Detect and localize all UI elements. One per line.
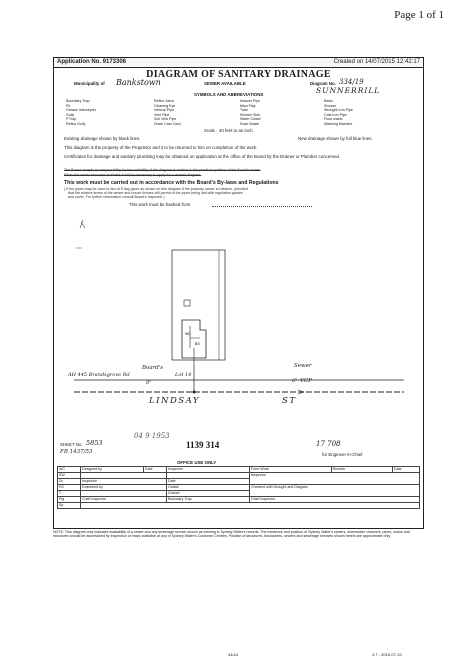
legend-item: P.Trap <box>66 117 77 122</box>
legend-item: Washing Machine <box>324 121 353 126</box>
sewer-label: Sewer <box>294 363 312 369</box>
site-plan <box>54 208 423 408</box>
legend-item: Gully <box>66 112 75 117</box>
svg-text:WC: WC <box>185 332 191 336</box>
sheet-no-value: 5853 <box>86 439 103 447</box>
legend-item: Reflux Valve <box>154 99 174 103</box>
office-use-heading: OFFICE USE ONLY <box>177 460 217 465</box>
pipe-size-8: 8" <box>146 380 152 386</box>
legend-item: Dock Waste <box>240 121 260 126</box>
diagram-no-value: 334/19 <box>339 78 364 86</box>
legend-item: Reflux Gully <box>66 121 86 126</box>
diagram-serial: 1139 314 <box>186 440 220 450</box>
legend-item: Boundary Trap <box>66 99 90 103</box>
fine-print-2: that the relative levels of the sewer and house fixtures will permit of the pipes being laid with regulation grades <box>68 191 243 195</box>
bottom-center-code: 44/44 <box>228 652 239 657</box>
boundary-trap-label: Boundary Trap <box>167 497 250 503</box>
municipality-label: Municipality of <box>74 81 105 86</box>
legend-item: Pit <box>66 103 71 108</box>
application-number: Application No. 9173306 <box>57 59 127 65</box>
inspector-cell: Inspector <box>81 479 167 485</box>
legend-item: Grease Interceptor <box>66 108 96 113</box>
outfall-label: Outfall <box>167 485 250 491</box>
pipe-size-6: 6" <box>292 378 298 384</box>
legend-item: Shower <box>324 103 337 108</box>
office-row-label: T <box>58 491 81 497</box>
legend-item: Soil Vent Pipe <box>154 117 177 122</box>
hashed-from-line <box>212 206 312 207</box>
designed-by: Designed by <box>81 467 144 473</box>
office-row-label: WC <box>58 467 81 473</box>
office-row-label: SW <box>58 473 81 479</box>
certificates-note: Certificates for drainage and sanitary plumbing may be obtained on application at the office of the Board by the Drainer or Plumber concerned. <box>64 154 341 159</box>
street-name: LINDSAY <box>149 396 200 406</box>
form-work-label: Form Work <box>250 467 332 473</box>
footer-disclaimer: NOTE: This diagram only indicates availability of a sewer and any sewerage service shown as existing in Sydney Water's records. The existence and position of Sydney Water's sewers, stormwater channels, pipes, mains and structures should be ascertained by inspection of maps available at any of Sydney Water's Customer Centres. Position of structures, boundaries, sewers and sewerage services shown herein are approximate only. <box>53 530 410 539</box>
legend-item: Vent Pipe <box>154 112 170 117</box>
legend-column-1 <box>66 99 96 127</box>
legend-column-2 <box>154 99 181 127</box>
municipality-value: Bankstown <box>116 78 161 87</box>
office-cell <box>81 503 420 509</box>
sheet-no-label: SHEET No <box>60 442 82 447</box>
legend-item: Floor waste <box>324 117 343 122</box>
address-label: AH 445 Brandsgrove Rd <box>68 372 130 378</box>
handwritten-reference: SUNNERRILL <box>316 86 381 95</box>
sheet-header-bar <box>54 58 423 68</box>
legend-item: Vertical Pipe <box>154 108 174 113</box>
examined-by: Examined by <box>81 485 167 491</box>
scale-note: Scale · 40 feet to an inch <box>204 128 253 133</box>
date-label: Date <box>144 467 167 473</box>
right-date-label: Date <box>393 467 420 473</box>
legend-item: Cleaning Eye <box>154 103 176 108</box>
stamp-number: 17 708 <box>316 440 341 448</box>
existing-drainage-note: Existing drainage shown by black lines. <box>64 136 141 141</box>
legend-item: Wrought Iron Pipe <box>324 108 353 113</box>
legend-item: Water Closet <box>240 117 261 122</box>
inspector-label: Inspector <box>167 467 250 473</box>
fb-reference: FB 1437/53 <box>60 449 93 455</box>
legend-item: Kitchen Sink <box>240 112 260 117</box>
bottom-right-code: 4.7 - 2015-07-15 <box>372 652 402 657</box>
legend-item: Basin <box>324 99 333 103</box>
office-use-table <box>57 460 420 520</box>
pit-symbol <box>184 300 190 306</box>
office-row-label: KS <box>58 485 81 491</box>
right-chief-inspector: Chief Inspector <box>250 497 420 503</box>
legend-column-3 <box>240 99 261 127</box>
legend-item: Tube <box>240 108 249 113</box>
hashed-from-note: This work must be hashed from <box>129 202 191 207</box>
street-suffix: ST <box>282 396 297 406</box>
lot-label: Lot 14 <box>175 372 192 378</box>
legend-item: Down Cast Cowl <box>154 121 181 126</box>
board-label: Board's <box>142 365 164 371</box>
fine-print-1: ( If the pipes may be used in lieu of E'day pipes as shown on this diagram if the property owner so desires, provided <box>64 187 248 191</box>
new-drainage-note: New drainage shown by full blue lines. <box>298 136 373 141</box>
diagram-no-label: Diagram No. <box>310 81 336 86</box>
fine-print-3: and cover. For further information consult Board's Inspector ) <box>68 195 165 199</box>
office-row-label: Pig <box>58 497 81 503</box>
legend-item: Mica Flap <box>240 103 256 108</box>
symbols-heading: SYMBOLS AND ABBREVIATIONS <box>194 92 264 97</box>
property-note: This diagram is the property of the Proprietor and it to be returned to him on completion of the work. <box>64 145 258 150</box>
struck-note-2: When the sewer becomes available it will be necessary to apply for a revised diagram. <box>64 173 202 177</box>
office-row-label: Sp <box>58 503 81 509</box>
engineer-label: for Engineer-in-Chief <box>322 452 363 457</box>
legend-column-4 <box>324 99 353 127</box>
checked-note: Checked with Drought and Diagram <box>250 485 420 497</box>
sewer-available: SEWER AVAILABLE <box>204 81 246 86</box>
drainage-diagram-sheet <box>53 57 424 529</box>
legend-item: Inducet Pipe <box>240 99 260 103</box>
created-on: Created on 14/07/2015 12:42:17 <box>333 59 420 65</box>
chief-inspector: Chief Inspector <box>81 497 167 503</box>
office-date-cell: Date <box>167 479 250 485</box>
remark-label: Remark <box>331 467 392 473</box>
vcp-label: VCP <box>300 378 312 384</box>
page-number: Page 1 of 1 <box>394 9 444 21</box>
legend-item: Cast Iron Pipe <box>324 112 347 117</box>
drainer-label: Drainer <box>167 491 250 497</box>
right-inspector: Inspector <box>250 473 420 485</box>
svg-text:BS: BS <box>195 342 200 346</box>
regulations-note: This work must be carried out in accordance with the Board's By-laws and Regulations <box>64 180 279 186</box>
diagram-title: DIAGRAM OF SANITARY DRAINAGE <box>146 69 331 80</box>
office-row-label: Dr <box>58 479 81 485</box>
stamp-date: 04 9 1953 <box>134 432 170 440</box>
struck-note-1: The Board accepts no responsibility for the suitability of the diagram in relation to the practical position of the Board's sewer. <box>64 168 261 172</box>
